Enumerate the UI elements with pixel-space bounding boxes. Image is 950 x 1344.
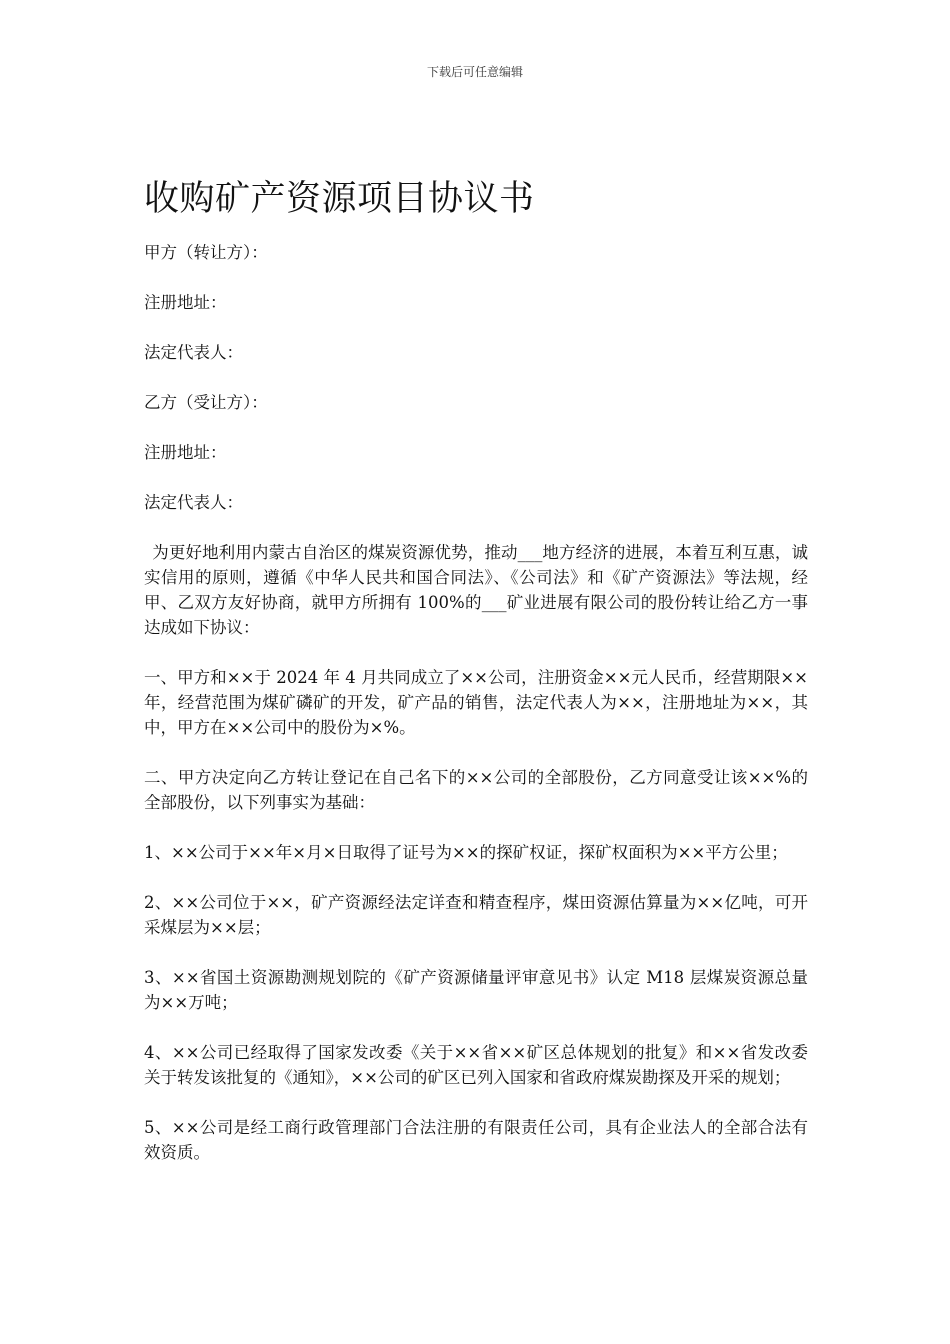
fact-item-3: 3、××省国土资源勘测规划院的《矿产资源储量评审意见书》认定 M18 层煤炭资源总量为××万吨； [144, 968, 808, 1012]
party-b-address-field: 注册地址： [144, 443, 227, 462]
party-b-representative-field: 法定代表人： [144, 493, 243, 512]
fact-item-4: 4、××公司已经取得了国家发改委《关于××省××矿区总体规划的批复》和××省发改委关于转发该批复的《通知》，××公司的矿区已列入国家和省政府煤炭勘探及开采的规划； [144, 1043, 808, 1087]
fact-item-2: 2、××公司位于××，矿产资源经法定详查和精查程序，煤田资源估算量为××亿吨，可开采煤层为××层； [144, 893, 808, 937]
clause-2-paragraph: 二、甲方决定向乙方转让登记在自己名下的××公司的全部股份，乙方同意受让该××%的全部股份，以下列事实为基础： [144, 768, 808, 812]
clause-1-paragraph: 一、甲方和××于 2024 年 4 月共同成立了××公司，注册资金××元人民币，经营期限××年，经营范围为煤矿磷矿的开发，矿产品的销售，法定代表人为××，注册地址为××，其中，甲方在××公司中的股份为×%。 [144, 668, 808, 737]
document-title: 收购矿产资源项目协议书 [144, 179, 535, 219]
party-a-address-field: 注册地址： [144, 293, 227, 312]
fact-item-1: 1、××公司于××年×月×日取得了证号为××的探矿权证，探矿权面积为××平方公里； [144, 843, 788, 862]
party-a-representative-field: 法定代表人： [144, 343, 243, 362]
fact-item-5: 5、××公司是经工商行政管理部门合法注册的有限责任公司，具有企业法人的全部合法有效资质。 [144, 1118, 808, 1162]
page-header-note: 下载后可任意编辑 [426, 65, 523, 79]
document-body [144, 172, 808, 1190]
party-b-field: 乙方（受让方）： [144, 393, 268, 412]
intro-paragraph: 为更好地利用内蒙古自治区的煤炭资源优势，推动___地方经济的进展，本着互利互惠，诚实信用的原则，遵循《中华人民共和国合同法》、《公司法》和《矿产资源法》等法规，经甲、乙双方友好协商，就甲方所拥有 100%的___矿业进展有限公司的股份转让给乙方一事达成如下协议： [144, 543, 808, 637]
party-a-field: 甲方（转让方）： [144, 243, 268, 262]
